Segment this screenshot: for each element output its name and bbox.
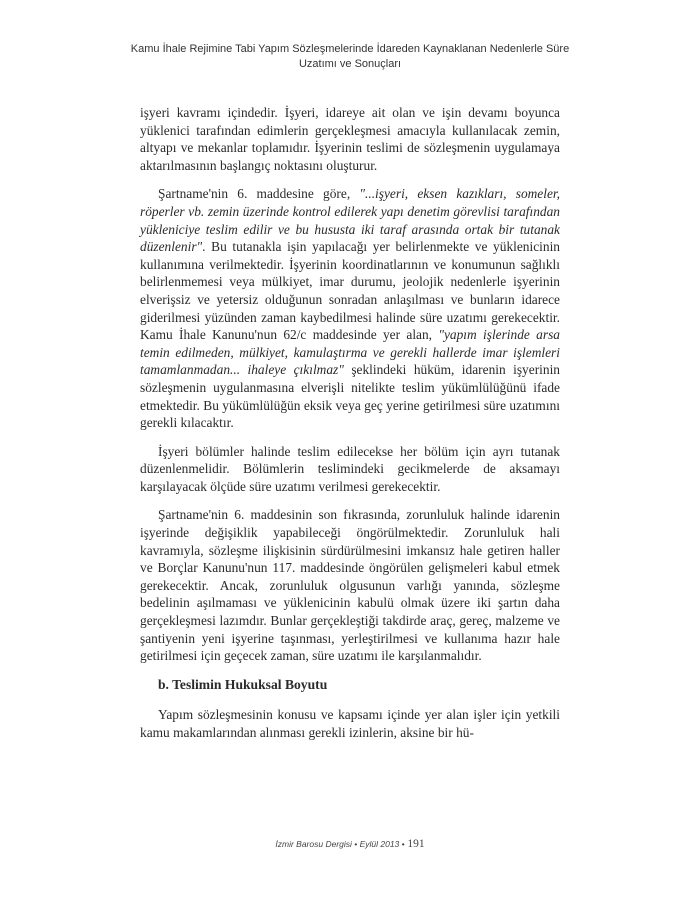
paragraph-2-part-b: . Bu tutanakla işin yapılacağı yer belirlenmekte ve yüklenicinin kullanımına verilmektedir. İşyerinin koordinatlarının ve konumunun sağlıklı belirlenmemesi veya mülkiyet, imar durumu, jeolojik nedenlerle işyerinin elverişsiz ve yetersiz olduğunun sonradan anlaşılması ve bunların idarece giderilmesi yüzünden zaman kaybedilmesi halinde süre uzatımı gerekecektir. Kamu İhale Kanunu'nun 62/c maddesinde yer alan, [140, 239, 560, 343]
paragraph-1: işyeri kavramı içindedir. İşyeri, idareye ait olan ve işin devamı boyunca yüklenici tarafından edimlerin gerçekleşmesi amacıyla kullanılacak zemin, altyapı ve mekanlar toplamıdır. İşyerinin teslimi de sözleşmenin uygulamaya aktarılmasının başlangıç noktasını oluşturur. [140, 105, 560, 173]
journal-name: İzmir Barosu Dergisi • Eylül 2013 • [275, 839, 405, 849]
paragraph-2-quote-2: "yapım işlerinde arsa temin edilmeden, mülkiyet, kamulaştırma ve gerekli hallerde imar işlemleri tamamlanmadan... ihaleye çıkılmaz" [140, 327, 560, 378]
paragraph-2-part-a: Şartname'nin 6. maddesine göre, [158, 186, 360, 202]
page-number: 191 [407, 838, 425, 850]
paragraph-2-part-c: şeklindeki hüküm, idarenin işyerinin sözleşmenin uygulanmasına elverişli nitelikte teslim yükümlülüğünü ifade etmektedir. Bu yükümlülüğün eksik veya geç yerine getirilmesi süre uzatımını gerekli kılacaktır. [140, 362, 560, 431]
paragraph-2-quote-1: "...işyeri, eksen kazıkları, someler, röperler vb. zemin üzerinde kontrol edilerek yapı denetim görevlisi tarafından yükleniciye teslim edilir ve bu hususta iki taraf arasında ortak bir tutanak düzenlenir" [140, 186, 560, 255]
running-title-line-1: Kamu İhale Rejimine Tabi Yapım Sözleşmelerinde İdareden Kaynaklanan Nedenlerle Süre [130, 43, 570, 55]
running-header [120, 42, 580, 72]
paragraph-4: Şartname'nin 6. maddesinin son fıkrasında, zorunluluk halinde idarenin işyerinde değişiklik yapabileceği öngörülmektedir. Zorunluluk hali kavramıyla, sözleşme ilişkisinin sürdürülmesini imkansız hale getiren haller ve Borçlar Kanunu'nun 117. maddesinde öngörülen gelişmeleri kabul etmek gerekecektir. Ancak, zorunluluk olgusunun varlığı yanında, sözleşme bedelinin aşılmaması ve yüklenicinin kabulü olmak üzere iki şartın daha gerçekleşmesi lazımdır. Bunlar gerçekleştiği takdirde araç, gereç, malzeme ve şantiyenin yeni işyerine taşınması, yerleştirilmesi ve kullanıma hazır hale getirilmesi için geçecek zaman, süre uzatımı ile karşılanmalıdır. [140, 507, 560, 664]
paragraph-2 [140, 185, 560, 431]
section-heading: b. Teslimin Hukuksal Boyutu [158, 676, 328, 692]
running-title-line-2: Uzatımı ve Sonuçları [298, 58, 402, 70]
body-text [140, 104, 560, 753]
paragraph-5: Yapım sözleşmesinin konusu ve kapsamı içinde yer alan işler için yetkili kamu makamlarından alınması gerekli izinlerin, aksine bir hü- [140, 707, 560, 740]
page-footer [0, 838, 700, 850]
paragraph-3: İşyeri bölümler halinde teslim edilecekse her bölüm için ayrı tutanak düzenlenmelidir. Bölümlerin teslimindeki gecikmelerde de aksamayı karşılayacak ölçüde süre uzatımı verilmesi gerekecektir. [140, 443, 560, 494]
